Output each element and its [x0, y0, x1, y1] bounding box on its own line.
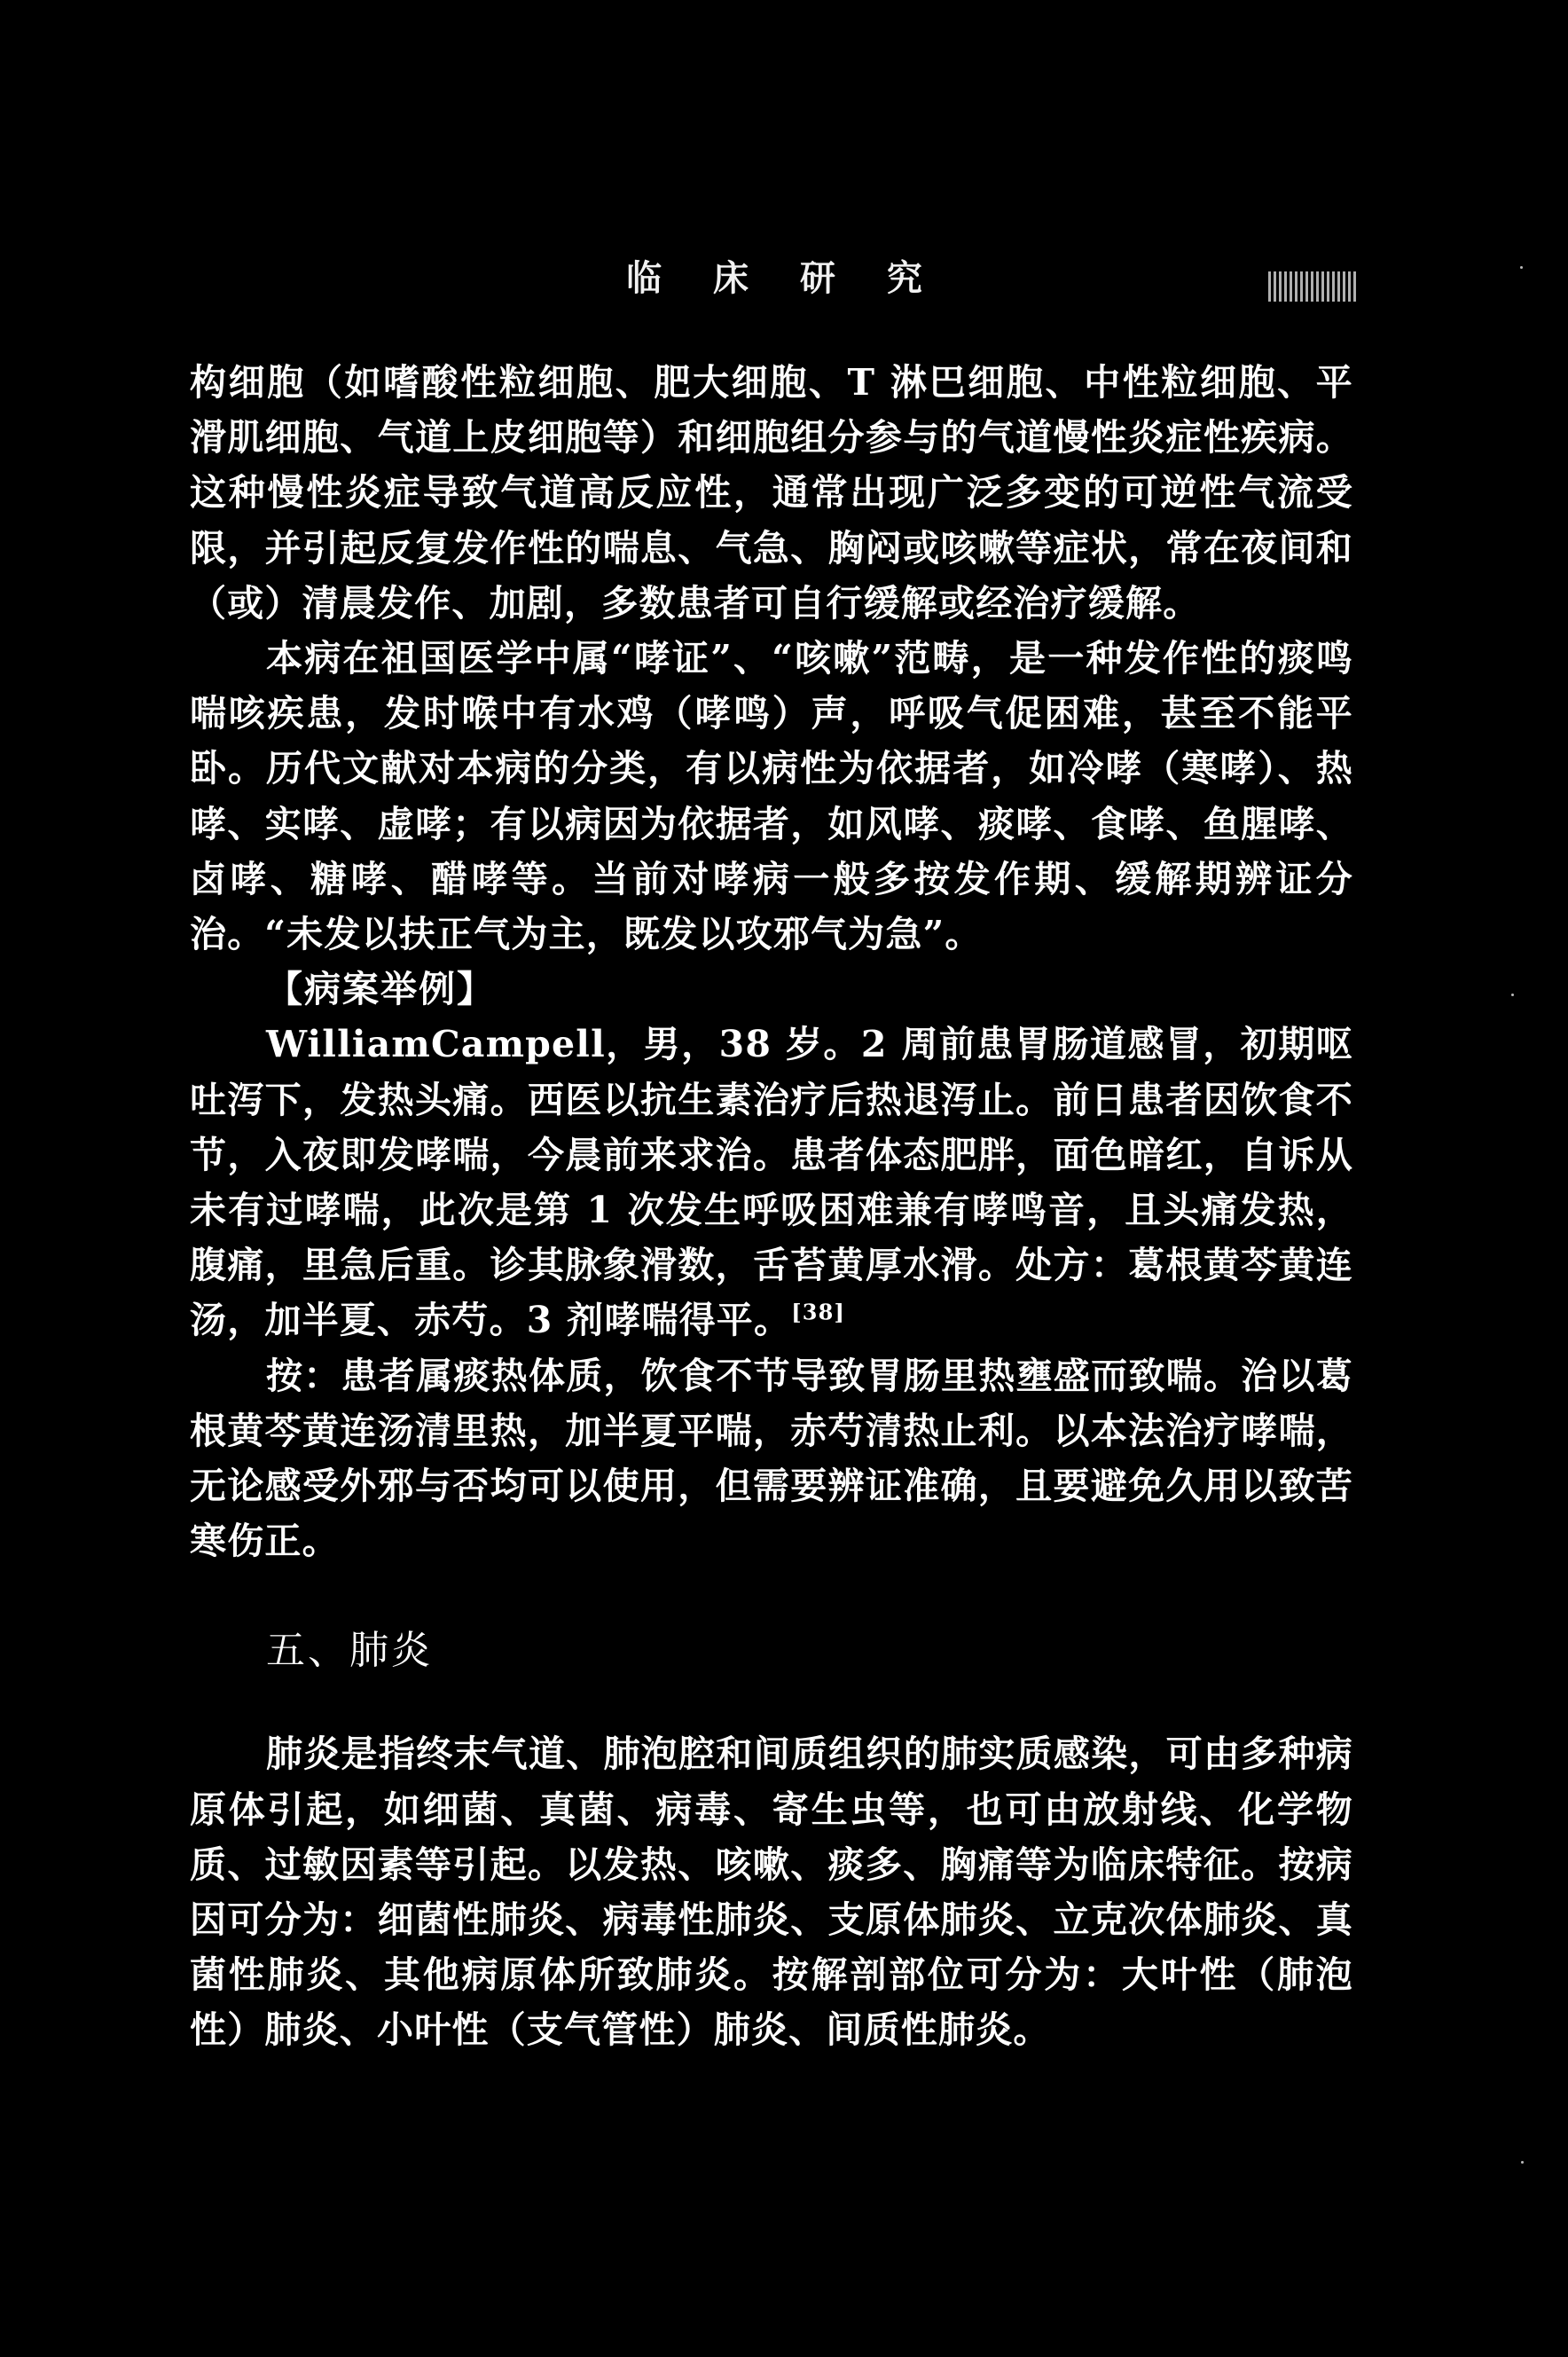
- paragraph-pneumonia-definition: 肺炎是指终末气道、肺泡腔和间质组织的肺实质感染，可由多种病原体引起，如细菌、真菌、病毒、寄生虫等，也可由放射线、化学物质、过敏因素等引起。以发热、咳嗽、痰多、胸痛等为临床特征。按病因可分为：细菌性肺炎、病毒性肺炎、支原体肺炎、立克次体肺炎、真菌性肺炎、其他病原体所致肺炎。按解剖部位可分为：大叶性（肺泡性）肺炎、小叶性（支气管性）肺炎、间质性肺炎。: [190, 1732, 1353, 2052]
- section-title-pneumonia: 五、肺炎: [266, 1628, 433, 1674]
- case-example-heading: 【病案举例】: [266, 968, 495, 1011]
- scan-speck: [1511, 994, 1514, 996]
- scan-speck: [1521, 2161, 1524, 2164]
- paragraph-case-report: [190, 1017, 1353, 1347]
- scan-speck: [1520, 266, 1523, 269]
- header-page-mark: [1268, 271, 1359, 302]
- reference-marker: [38]: [791, 1299, 846, 1325]
- case-report-text: WilliamCampell，男，38 岁。2 周前患胃肠道感冒，初期呕吐泻下，发热头痛。西医以抗生素治疗后热退泻止。前日患者因饮食不节，入夜即发哮喘，今晨前来求治。患者体态肥胖，面色暗红，自诉从未有过哮喘，此次是第 1 次发生呼吸困难兼有哮鸣音，且头痛发热，腹痛，里急后重。诊其脉象滑数，舌苔黄厚水滑。处方：葛根黄芩黄连汤，加半夏、赤芍。3 剂哮喘得平。: [190, 1023, 1353, 1342]
- running-header: 临 床 研 究: [626, 258, 942, 299]
- paragraph-asthma-definition: 构细胞（如嗜酸性粒细胞、肥大细胞、T 淋巴细胞、中性粒细胞、平滑肌细胞、气道上皮细胞等）和细胞组分参与的气道慢性炎症性疾病。这种慢性炎症导致气道高反应性，通常出现广泛多变的可逆性气流受限，并引起反复发作性的喘息、气急、胸闷或咳嗽等症状，常在夜间和（或）清晨发作、加剧，多数患者可自行缓解或经治疗缓解。: [190, 361, 1353, 625]
- paragraph-case-commentary: 按：患者属痰热体质，饮食不节导致胃肠里热壅盛而致喘。治以葛根黄芩黄连汤清里热，加半夏平喘，赤芍清热止利。以本法治疗哮喘，无论感受外邪与否均可以使用，但需要辨证准确，且要避免久用以致苦寒伤正。: [190, 1354, 1353, 1563]
- paragraph-tcm-classification: 本病在祖国医学中属“哮证”、“咳嗽”范畴，是一种发作性的痰鸣喘咳疾患，发时喉中有水鸡（哮鸣）声，呼吸气促困难，甚至不能平卧。历代文献对本病的分类，有以病性为依据者，如冷哮（寒哮）、热哮、实哮、虚哮；有以病因为依据者，如风哮、痰哮、食哮、鱼腥哮、卤哮、糖哮、醋哮等。当前对哮病一般多按发作期、缓解期辨证分治。“未发以扶正气为主，既发以攻邪气为急”。: [190, 637, 1353, 956]
- page-body: [190, 355, 1353, 2058]
